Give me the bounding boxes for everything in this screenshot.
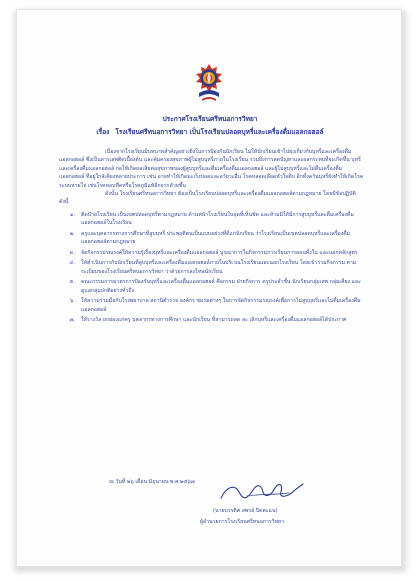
announcement-date: ณ วันที่ ๒๖ เดือน มิถุนายน พ.ศ.๒๕๖๗	[109, 479, 195, 485]
list-item	[59, 316, 365, 324]
measure-text: ครูและบุคลากรทางการศึกษาที่สูบบุหรี่ ประพฤติตนเป็นแบบอย่างที่ดีแก่นักเรียน ว่าโรงเรียนเป็นเขตปลอดบุหรี่และเครื่องดื่มแอลกอฮอล์ตามกฎหมาย	[81, 230, 351, 246]
document-page	[16, 9, 402, 567]
measure-text: คณะกรรมการมาตรการป้องกันบุหรี่และเครื่องดื่มแอลกอฮอล์ คือกรรม ฝ่ายกิจการ ครูประจำชั้น นักเรียนกลุ่มเสพ กลุ่มเสี่ยง และดูแลกลุ่มปกติอย่างทั่วถึง	[81, 279, 361, 294]
intro-paragraph: เนื่องจากโรงเรียนมีบทบาทสำคัญอย่างยิ่งในการป้องกันนักเรียน ไม่ให้นักเรียนเข้าไปยุ่งเกี่ยวกับบุหรี่และเครื่องดื่มแอลกอฮอล์ ซึ่งเป็นสารเสพติดเบื้องต้น และคุ้มครองสุขภาพผู้ไม่สูบบุหรี่ภายในโรงเรียน รวมถึงการลดปัญหาและผลกระทบที่จะเกิดขึ้น บุหรี่และเครื่องดื่มแอลกอฮอล์ ก่อให้เกิดผลเสียต่อสุขภาพของผู้สูบบุหรี่และดื่มเครื่องดื่มแอลกอฮอล์ และผู้ไม่สูบบุหรี่และไม่ดื่มเครื่องดื่มแอลกอฮอล์ ที่อยู่ใกล้เคียงหลายประการ เช่น อาจทำให้เกิดมะเร็งปอดและอวัยวะอื่น โรคหลอดเลือดหัวใจตีบ อีกทั้งควันบุหรี่ยังทำให้เกิดโรคระบบหายใจ เช่นโรคหอบหืดหรือโรคภูมิแพ้อีกจากด้วยขึ้น	[59, 149, 364, 189]
measure-number: ๒.	[69, 230, 75, 237]
list-item	[59, 297, 365, 314]
announcement-title: ประกาศโรงเรียนศรีทนอการวิทยา	[162, 115, 258, 123]
subject-text: โรงเรียนศรีทนอการวิทยา เป็นโรงเรียนปลอดบุหรี่และเครื่องดื่มแอลกอฮอล์	[115, 128, 324, 136]
measure-number: ๗.	[69, 317, 75, 324]
measure-number: ๔.	[69, 260, 75, 267]
list-item	[59, 259, 365, 276]
list-item	[59, 211, 365, 228]
announcement-body	[59, 148, 365, 327]
signer-name: (นายบรรดิศ ลพรอ์ ปิดตะแน)	[213, 508, 278, 514]
list-item	[59, 230, 365, 247]
announcement-subject	[17, 126, 403, 137]
measures-list	[59, 211, 365, 325]
measure-text: ให้ความร่วมมือกับโรงพยาบาล สถานีตำรวจ องค์กร ชมรมต่างๆ ในการจัดกิจกรรมรณรงค์เพื่อการไม่สูบบุหรี่และไม่ดื่มเครื่องดื่มแอลกอฮอล์	[81, 298, 361, 313]
measure-number: ๓.	[69, 249, 75, 256]
measure-text: จัดกิจกรรมรณรงค์ให้ความรู้เรื่องบุหรี่และเครื่องดื่มแอลกอฮอล์ บูรณาการในกิจกรรมการเรียนการสอนทั้งใน และนอกหลักสูตร	[81, 249, 358, 256]
list-item	[59, 278, 365, 295]
measure-text: ติดป้ายโรงเรียน เป็นเขตปลอดบุหรี่ตามกฎหมาย ด้านหน้าโรงเรียนในจุดที่เห็นชัด และห้ามมิให้มีการสูบบุหรี่และดื่มเครื่องดื่มแอลกอฮอล์ในโรงเรียน	[81, 211, 354, 227]
measure-text: ให้รางวัล ยกย่องแก่ครู บุคลากรทางการศึกษา และนักเรียน ที่สามารถลด ละ เลิกบุหรี่และเครื่องดื่มแอลกอฮอล์ได้ประกาศ	[81, 317, 347, 324]
handwritten-signature	[217, 478, 307, 504]
list-item	[59, 249, 365, 257]
measure-text: ให้ดำเนินการกับนักเรียนที่สูบบุหรี่และเครื่องดื่มแอลกอฮอล์ภายในบริเวณโรงเรียนและนอกโรงเรียน โดยเข้าร่วมกิจกรรม ตามระเบียบของโรงเรียนศรีทนอการวิทยา ว่าด้วยการลงโทษนักเรียน	[81, 260, 357, 275]
school-emblem-icon	[194, 63, 224, 105]
measure-number: ๑.	[70, 211, 75, 218]
intro-paragraph-2: ดังนั้น โรงเรียนศรีทนอการวิทยา ต้องเป็นโรงเรียนปลอดบุหรี่และเครื่องดื่มแอลกอฮอล์ตามกฎหมาย โดยมีข้อปฏิบัติ ดังนี้	[59, 191, 356, 206]
signer-position: ผู้อำนวยการโรงเรียนศรีทนอการวิทยา	[200, 519, 284, 525]
measure-number: ๕.	[69, 279, 75, 286]
measure-number: ๖.	[70, 298, 75, 305]
subject-label: เรื่อง	[96, 128, 110, 136]
